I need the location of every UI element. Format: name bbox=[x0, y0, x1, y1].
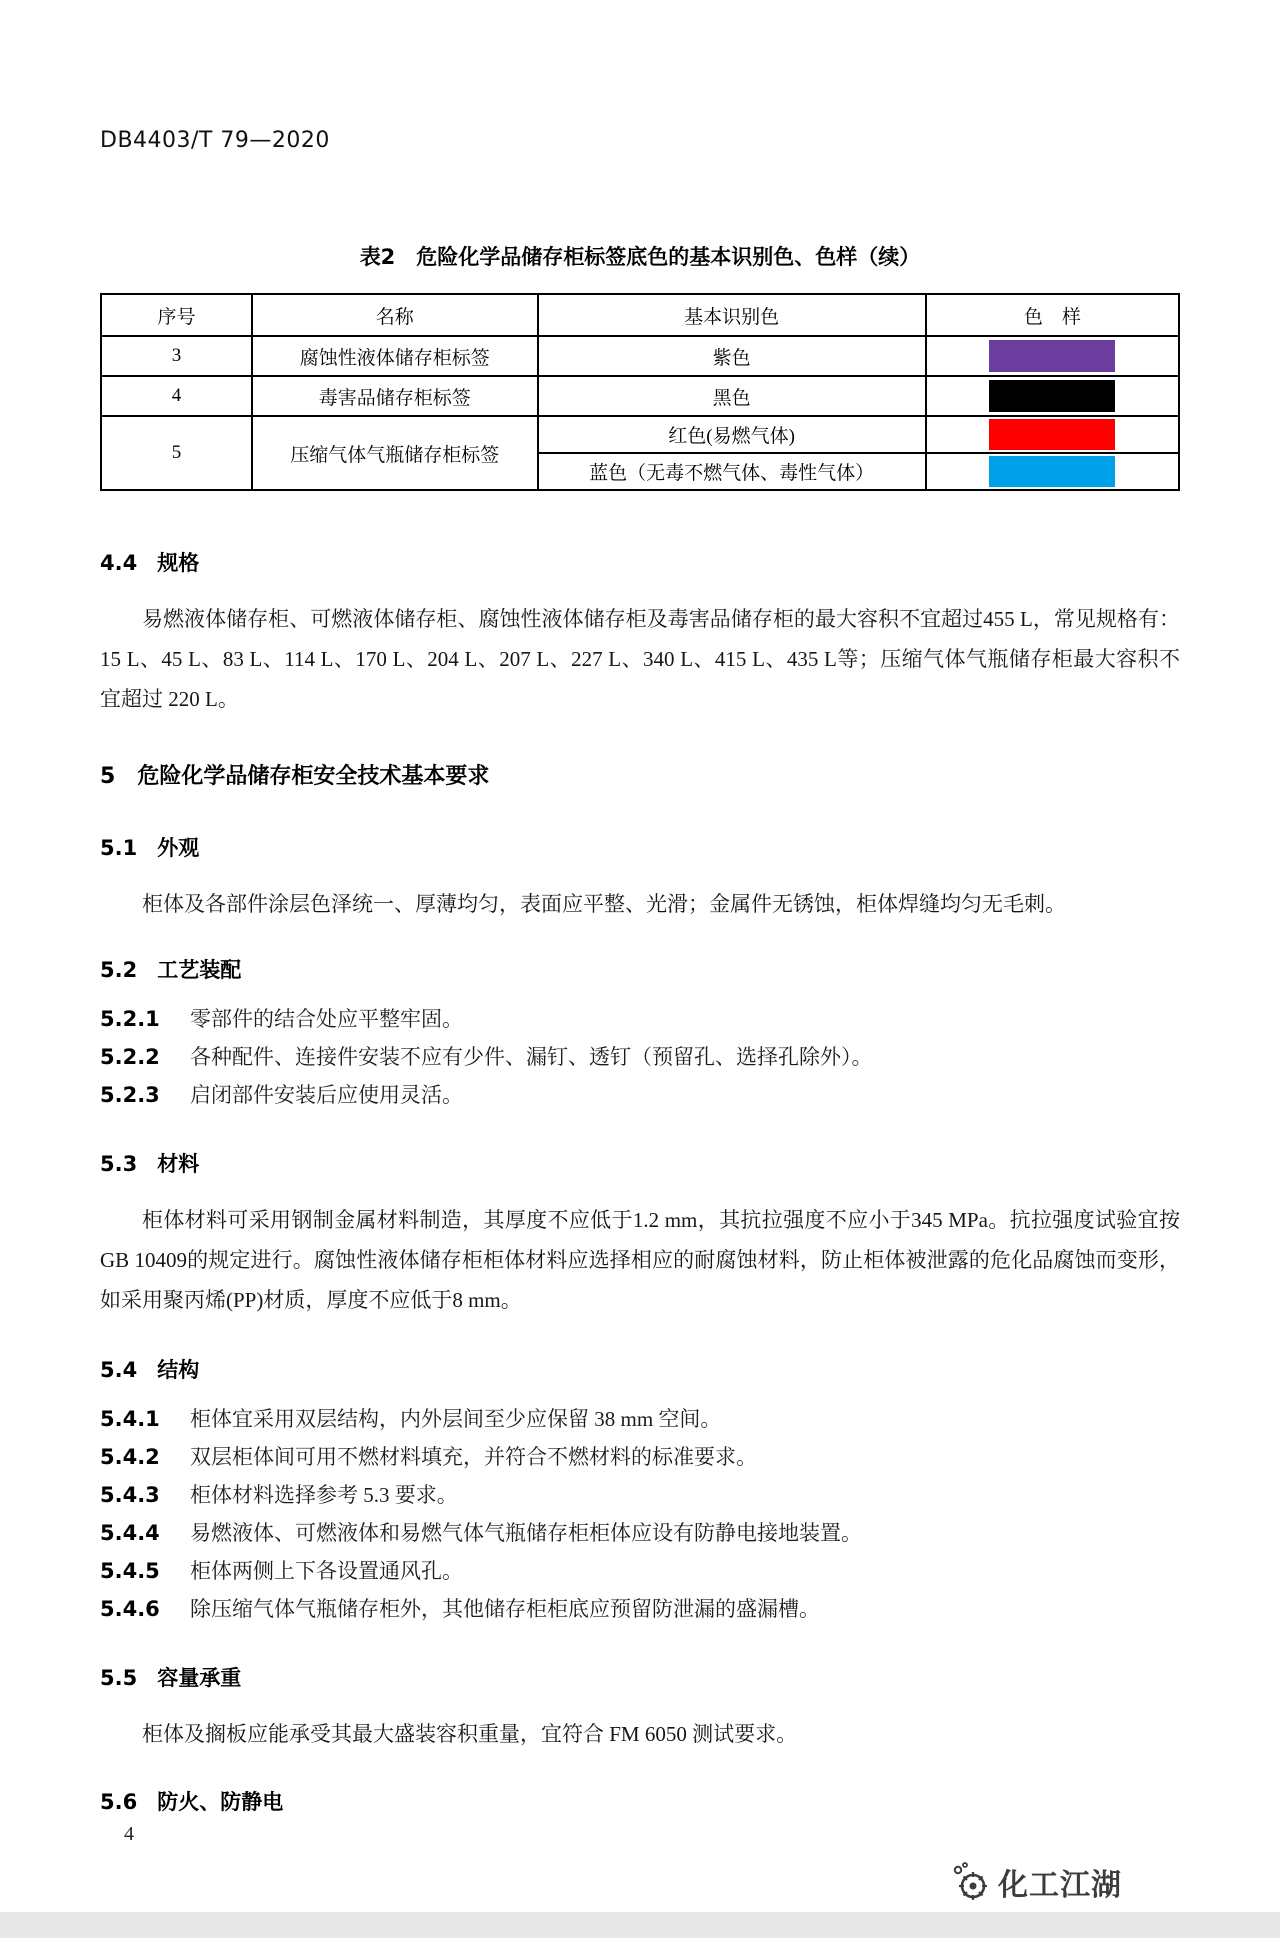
brand-logo-icon bbox=[948, 1860, 992, 1904]
section-paragraph: 柜体及各部件涂层色泽统一、厚薄均匀，表面应平整、光滑；金属件无锈蚀，柜体焊缝均匀无毛刺。 bbox=[142, 892, 1066, 916]
section-heading-5 bbox=[100, 759, 1180, 790]
table-row bbox=[101, 376, 1179, 416]
row-sample-cell bbox=[926, 453, 1179, 490]
section-title: 防火、防静电 bbox=[157, 1790, 284, 1814]
color-swatch-black bbox=[989, 380, 1115, 412]
row-color-label: 黑色 bbox=[538, 376, 926, 416]
brand-footer bbox=[948, 1860, 1122, 1904]
clause-list bbox=[100, 1400, 1180, 1628]
clause-number: 5.2.3 bbox=[100, 1083, 160, 1107]
table-title: 表2 危险化学品储存柜标签底色的基本识别色、色样（续） bbox=[359, 245, 921, 269]
row-sample-cell bbox=[926, 336, 1179, 376]
clause-number: 5.4.1 bbox=[100, 1407, 160, 1431]
clause-5-4-2 bbox=[100, 1438, 1180, 1476]
row-sample-cell bbox=[926, 376, 1179, 416]
clause-text: 柜体宜采用双层结构，内外层间至少应保留 38 mm 空间。 bbox=[190, 1407, 722, 1431]
color-swatch-blue bbox=[989, 456, 1115, 487]
row-color-label: 红色(易燃气体) bbox=[538, 416, 926, 453]
section-paragraph: 易燃液体储存柜、可燃液体储存柜、腐蚀性液体储存柜及毒害品储存柜的最大容积不宜超过455 L，常见规格有：15 L、45 L、83 L、114 L、170 L、204 L、207 L、227 L、340 L、415 L、435 L等；压缩气体气瓶储存柜最大容积不宜超过 220 L。 bbox=[100, 607, 1180, 711]
section-number: 5.1 bbox=[100, 836, 138, 860]
clause-number: 5.4.5 bbox=[100, 1559, 160, 1583]
row-sample-cell bbox=[926, 416, 1179, 453]
clause-text: 易燃液体、可燃液体和易燃气体气瓶储存柜柜体应设有防静电接地装置。 bbox=[190, 1521, 862, 1545]
clause-list bbox=[100, 1000, 1180, 1114]
section-number: 5 bbox=[100, 764, 116, 789]
clause-5-4-3 bbox=[100, 1476, 1180, 1514]
section-title: 规格 bbox=[157, 551, 200, 575]
clause-number: 5.4.3 bbox=[100, 1483, 160, 1507]
footer-strip bbox=[0, 1912, 1280, 1938]
row-no: 5 bbox=[101, 416, 252, 490]
clause-5-4-4 bbox=[100, 1514, 1180, 1552]
clause-text: 柜体两侧上下各设置通风孔。 bbox=[190, 1559, 463, 1583]
clause-number: 5.4.4 bbox=[100, 1521, 160, 1545]
clause-5-4-6 bbox=[100, 1590, 1180, 1628]
color-swatch-purple bbox=[989, 340, 1115, 372]
table-header-row bbox=[101, 294, 1179, 336]
section-heading-4-4 bbox=[100, 547, 1180, 577]
table-row bbox=[101, 336, 1179, 376]
clause-text: 双层柜体间可用不燃材料填充，并符合不燃材料的标准要求。 bbox=[190, 1445, 757, 1469]
clause-text: 各种配件、连接件安装不应有少件、漏钉、透钉（预留孔、选择孔除外）。 bbox=[190, 1045, 873, 1069]
section-title: 危险化学品储存柜安全技术基本要求 bbox=[137, 764, 490, 789]
clause-number: 5.4.6 bbox=[100, 1597, 160, 1621]
row-no: 3 bbox=[101, 336, 252, 376]
section-paragraph: 柜体及搁板应能承受其最大盛装容积重量，宜符合 FM 6050 测试要求。 bbox=[142, 1722, 798, 1746]
col-header-name: 名称 bbox=[252, 294, 538, 336]
row-name: 腐蚀性液体储存柜标签 bbox=[252, 336, 538, 376]
clause-text: 柜体材料选择参考 5.3 要求。 bbox=[190, 1483, 458, 1507]
clause-5-2-1 bbox=[100, 1000, 1180, 1038]
row-name: 压缩气体气瓶储存柜标签 bbox=[252, 416, 538, 490]
clause-5-2-3 bbox=[100, 1076, 1180, 1114]
clause-text: 零部件的结合处应平整牢固。 bbox=[190, 1007, 463, 1031]
row-color-label: 蓝色（无毒不燃气体、毒性气体） bbox=[538, 453, 926, 490]
section-heading-5-2 bbox=[100, 954, 1180, 984]
label-color-table bbox=[100, 293, 1180, 491]
clause-number: 5.2.2 bbox=[100, 1045, 160, 1069]
brand-name: 化工江湖 bbox=[998, 1868, 1122, 1903]
clause-number: 5.2.1 bbox=[100, 1007, 160, 1031]
clause-text: 启闭部件安装后应使用灵活。 bbox=[190, 1083, 463, 1107]
row-name: 毒害品储存柜标签 bbox=[252, 376, 538, 416]
section-heading-5-3 bbox=[100, 1148, 1180, 1178]
clause-5-2-2 bbox=[100, 1038, 1180, 1076]
section-paragraph: 柜体材料可采用钢制金属材料制造，其厚度不应低于1.2 mm，其抗拉强度不应小于345 MPa。抗拉强度试验宜按GB 10409的规定进行。腐蚀性液体储存柜柜体材料应选择相应的耐腐蚀材料，防止柜体被泄露的危化品腐蚀而变形，如采用聚丙烯(PP)材质，厚度不应低于8 mm。 bbox=[100, 1208, 1180, 1312]
section-number: 5.3 bbox=[100, 1152, 138, 1176]
section-title: 外观 bbox=[157, 836, 200, 860]
section-number: 5.6 bbox=[100, 1790, 138, 1814]
table-row bbox=[101, 416, 1179, 453]
clause-number: 5.4.2 bbox=[100, 1445, 160, 1469]
section-number: 5.4 bbox=[100, 1358, 138, 1382]
clause-text: 除压缩气体气瓶储存柜外，其他储存柜柜底应预留防泄漏的盛漏槽。 bbox=[190, 1597, 820, 1621]
color-swatch-red bbox=[989, 419, 1115, 450]
section-heading-5-5 bbox=[100, 1662, 1180, 1692]
col-header-no: 序号 bbox=[101, 294, 252, 336]
section-number: 4.4 bbox=[100, 551, 138, 575]
section-title: 工艺装配 bbox=[157, 958, 242, 982]
standard-number-header: DB4403/T 79—2020 bbox=[100, 128, 330, 153]
clause-5-4-1 bbox=[100, 1400, 1180, 1438]
row-color-label: 紫色 bbox=[538, 336, 926, 376]
section-title: 容量承重 bbox=[157, 1666, 242, 1690]
document-page bbox=[0, 128, 1280, 1816]
section-number: 5.5 bbox=[100, 1666, 138, 1690]
col-header-color: 基本识别色 bbox=[538, 294, 926, 336]
row-no: 4 bbox=[101, 376, 252, 416]
col-header-sample: 色 样 bbox=[926, 294, 1179, 336]
section-title: 结构 bbox=[157, 1358, 200, 1382]
section-heading-5-1 bbox=[100, 832, 1180, 862]
section-number: 5.2 bbox=[100, 958, 138, 982]
clause-5-4-5 bbox=[100, 1552, 1180, 1590]
page-number: 4 bbox=[124, 1823, 134, 1845]
section-heading-5-6 bbox=[100, 1786, 1180, 1816]
section-heading-5-4 bbox=[100, 1354, 1180, 1384]
section-title: 材料 bbox=[157, 1152, 200, 1176]
